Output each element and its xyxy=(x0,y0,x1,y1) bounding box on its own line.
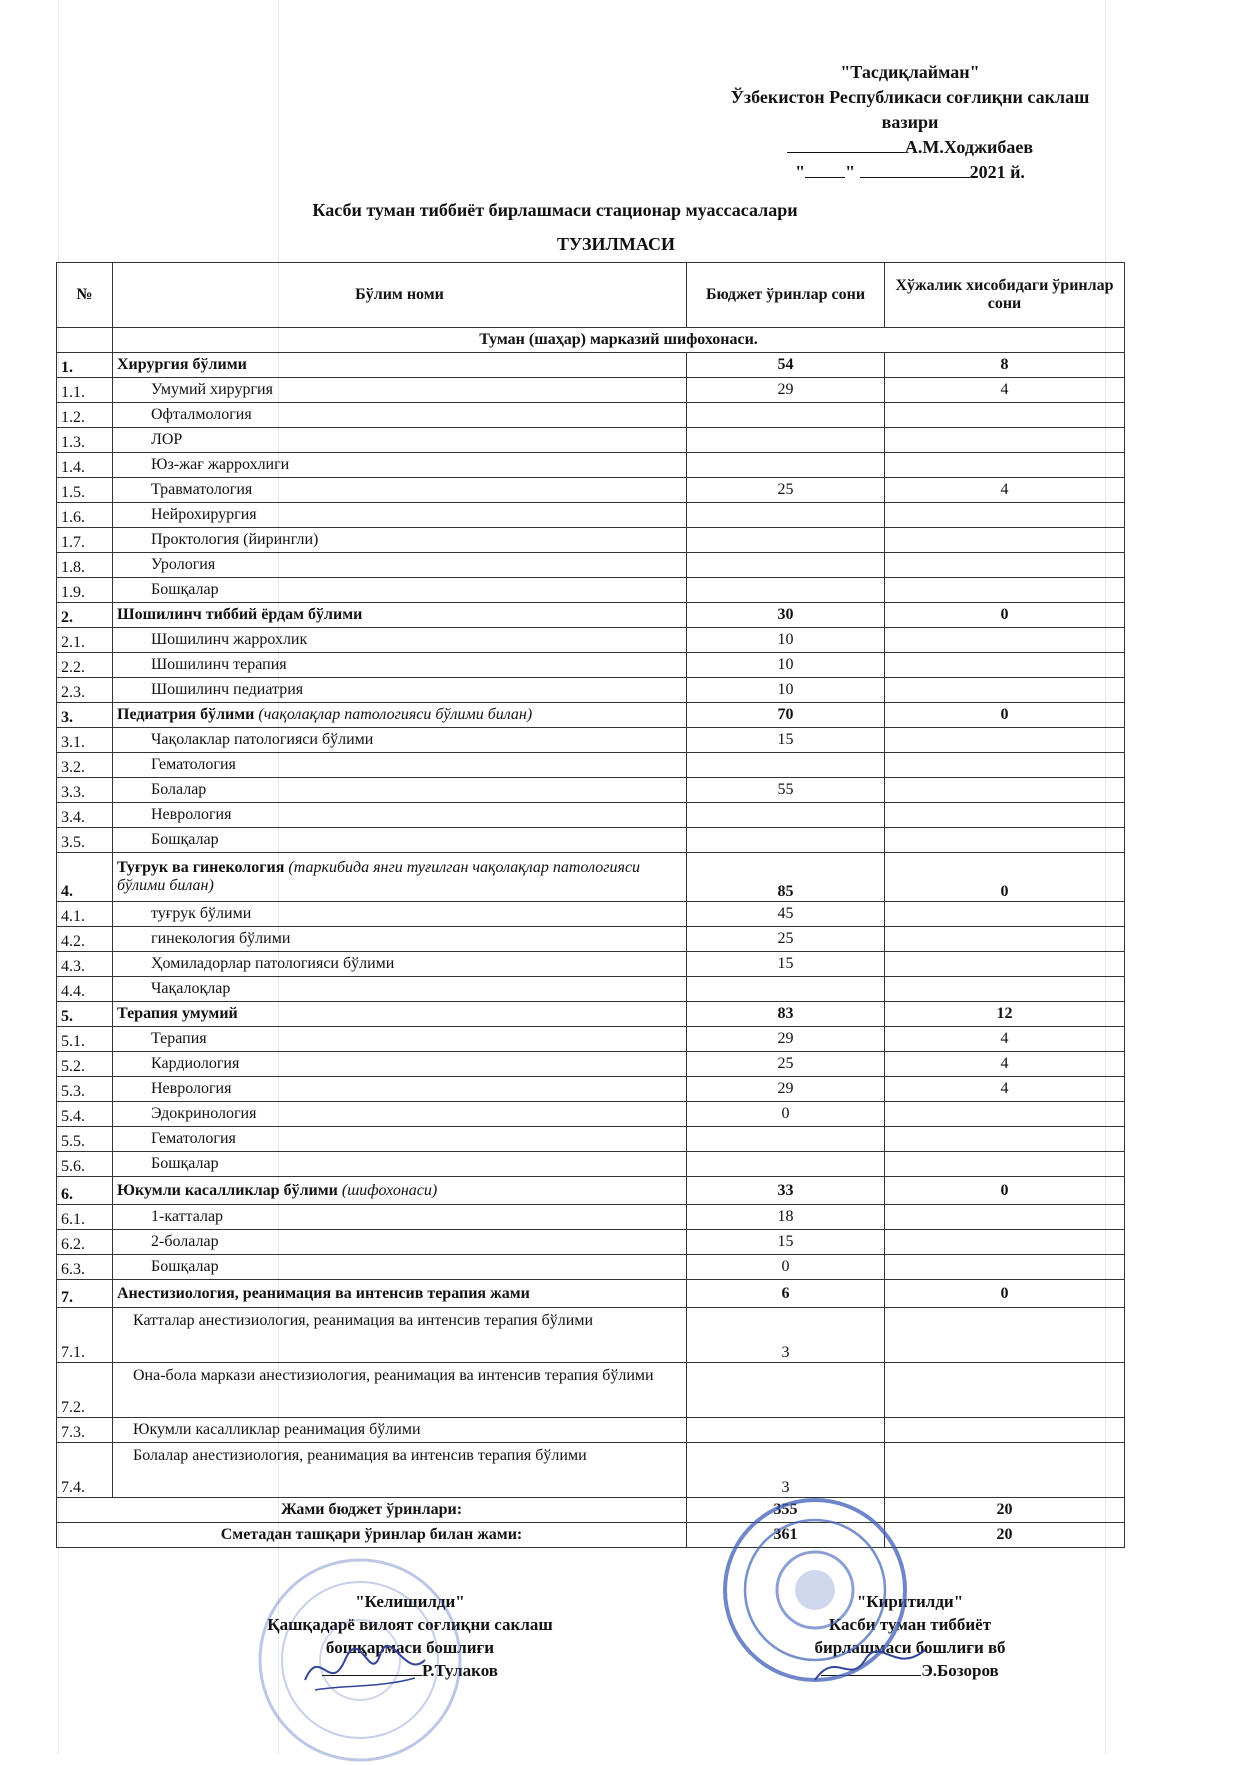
total-paid-value: 20 xyxy=(885,1498,1125,1523)
table-group-row xyxy=(57,853,1125,902)
table-row xyxy=(57,1255,1125,1280)
table-row xyxy=(57,778,1125,803)
approval-position: вазири xyxy=(881,112,939,132)
department-name: Эдокринология xyxy=(113,1102,687,1127)
paid-beds-value xyxy=(885,1230,1125,1255)
budget-beds-value: 45 xyxy=(687,902,885,927)
total-budget-value: 361 xyxy=(687,1523,885,1548)
table-row xyxy=(57,803,1125,828)
signature-line xyxy=(787,136,905,153)
row-number: 6.2. xyxy=(57,1230,113,1255)
document-title: Касби туман тиббиёт бирлашмаси стационар муассасалари xyxy=(312,200,798,220)
row-number: 2. xyxy=(57,603,113,628)
row-number: 5. xyxy=(57,1002,113,1027)
total-paid-value: 20 xyxy=(885,1523,1125,1548)
paid-beds-value xyxy=(885,578,1125,603)
paid-beds-value: 4 xyxy=(885,478,1125,503)
table-row xyxy=(57,728,1125,753)
total-label: Сметадан ташқари ўринлар билан жами: xyxy=(57,1523,687,1548)
department-name: Юз-жағ жаррохлиги xyxy=(113,453,687,478)
entered-name: Э.Бозоров xyxy=(921,1661,999,1680)
agreed-org: Қашқадарё вилоят соғлиқни саклаш xyxy=(267,1615,553,1634)
department-name: Болалар xyxy=(113,778,687,803)
department-name: Урология xyxy=(113,553,687,578)
department-name: Гематология xyxy=(113,753,687,778)
paid-beds-value xyxy=(885,977,1125,1002)
paid-beds-value xyxy=(885,1152,1125,1177)
row-number: 3.3. xyxy=(57,778,113,803)
department-name: Травматология xyxy=(113,478,687,503)
row-number: 4.3. xyxy=(57,952,113,977)
table-group-row xyxy=(57,1280,1125,1308)
table-header-row xyxy=(57,263,1125,328)
paid-beds-value xyxy=(885,653,1125,678)
budget-beds-value: 10 xyxy=(687,628,885,653)
paid-beds-value xyxy=(885,728,1125,753)
row-number: 1.2. xyxy=(57,403,113,428)
table-row xyxy=(57,453,1125,478)
department-name: Бошқалар xyxy=(113,1152,687,1177)
budget-beds-value: 0 xyxy=(687,1255,885,1280)
row-number: 3.5. xyxy=(57,828,113,853)
table-row xyxy=(57,927,1125,952)
total-label: Жами бюджет ўринлари: xyxy=(57,1498,687,1523)
table-row xyxy=(57,428,1125,453)
header-budget-beds: Бюджет ўринлар сони xyxy=(687,263,885,328)
budget-beds-value: 0 xyxy=(687,1102,885,1127)
department-note: (шифохонаси) xyxy=(341,1181,438,1199)
department-name: Терапия xyxy=(113,1027,687,1052)
department-name: Катталар анестизиология, реанимация ва интенсив терапия бўлими xyxy=(113,1308,687,1363)
department-name: Неврология xyxy=(113,1077,687,1102)
row-number: 7.2. xyxy=(57,1363,113,1418)
budget-beds-value: 25 xyxy=(687,927,885,952)
paid-beds-value xyxy=(885,952,1125,977)
department-note: (чақолақлар патологияси бўлими билан) xyxy=(258,706,533,723)
department-name: Офталмология xyxy=(113,403,687,428)
table-row xyxy=(57,1230,1125,1255)
row-number: 1.7. xyxy=(57,528,113,553)
department-name: Умумий хирургия xyxy=(113,378,687,403)
budget-beds-value: 29 xyxy=(687,378,885,403)
table-row xyxy=(57,902,1125,927)
row-number: 3.4. xyxy=(57,803,113,828)
paid-beds-value: 0 xyxy=(885,1280,1125,1308)
document-subtitle: ТУЗИЛМАСИ xyxy=(557,234,675,254)
budget-beds-value: 10 xyxy=(687,653,885,678)
table-row xyxy=(57,403,1125,428)
department-name: гинекология бўлими xyxy=(113,927,687,952)
paid-beds-value: 0 xyxy=(885,603,1125,628)
paid-beds-value: 4 xyxy=(885,1052,1125,1077)
row-number: 1.4. xyxy=(57,453,113,478)
paid-beds-value xyxy=(885,678,1125,703)
paid-beds-value xyxy=(885,1255,1125,1280)
row-number: 4.1. xyxy=(57,902,113,927)
paid-beds-value xyxy=(885,1443,1125,1498)
total-row xyxy=(57,1523,1125,1548)
budget-beds-value: 33 xyxy=(687,1177,885,1205)
table-row xyxy=(57,1152,1125,1177)
header-paid-beds: Хўжалик хисобидаги ўринлар сони xyxy=(885,263,1125,328)
row-number: 1.9. xyxy=(57,578,113,603)
table-row xyxy=(57,1363,1125,1418)
table-row xyxy=(57,1102,1125,1127)
row-number: 5.6. xyxy=(57,1152,113,1177)
budget-beds-value: 3 xyxy=(687,1443,885,1498)
row-number: 3.1. xyxy=(57,728,113,753)
row-number: 2.3. xyxy=(57,678,113,703)
paid-beds-value xyxy=(885,1363,1125,1418)
row-number: 7.4. xyxy=(57,1443,113,1498)
section-title: Туман (шаҳар) марказий шифохонаси. xyxy=(113,328,1125,353)
budget-beds-value: 83 xyxy=(687,1002,885,1027)
paid-beds-value: 0 xyxy=(885,703,1125,728)
table-row xyxy=(57,1308,1125,1363)
table-group-row xyxy=(57,603,1125,628)
paid-beds-value xyxy=(885,528,1125,553)
budget-beds-value xyxy=(687,1127,885,1152)
department-name: Педиатрия бўлими (чақолақлар патологияси бўлими билан) xyxy=(113,703,687,728)
table-row xyxy=(57,503,1125,528)
budget-beds-value: 18 xyxy=(687,1205,885,1230)
department-name: Хирургия бўлими xyxy=(113,353,687,378)
department-name: Терапия умумий xyxy=(113,1002,687,1027)
paid-beds-value: 8 xyxy=(885,353,1125,378)
budget-beds-value xyxy=(687,403,885,428)
paid-beds-value: 4 xyxy=(885,378,1125,403)
budget-beds-value: 55 xyxy=(687,778,885,803)
department-name: Бошқалар xyxy=(113,578,687,603)
row-number: 5.3. xyxy=(57,1077,113,1102)
paid-beds-value xyxy=(885,902,1125,927)
table-row xyxy=(57,1077,1125,1102)
budget-beds-value xyxy=(687,977,885,1002)
budget-beds-value: 25 xyxy=(687,478,885,503)
table-row xyxy=(57,1205,1125,1230)
row-number: 5.1. xyxy=(57,1027,113,1052)
paid-beds-value xyxy=(885,1308,1125,1363)
paid-beds-value xyxy=(885,927,1125,952)
date-month-blank xyxy=(860,161,970,178)
budget-beds-value: 10 xyxy=(687,678,885,703)
entered-position: бирлашмаси бошлиғи вб xyxy=(814,1638,1006,1657)
budget-beds-value xyxy=(687,803,885,828)
paid-beds-value xyxy=(885,1418,1125,1443)
row-number: 4.4. xyxy=(57,977,113,1002)
budget-beds-value: 29 xyxy=(687,1027,885,1052)
paid-beds-value xyxy=(885,453,1125,478)
row-number: 4. xyxy=(57,853,113,902)
agreed-position: бошқармаси бошлиғи xyxy=(325,1638,495,1657)
approval-year: 2021 й. xyxy=(969,162,1025,182)
budget-beds-value xyxy=(687,453,885,478)
table-row xyxy=(57,1052,1125,1077)
department-name: Чақолаклар патологияси бўлими xyxy=(113,728,687,753)
table-group-row xyxy=(57,1177,1125,1205)
table-row xyxy=(57,378,1125,403)
approval-heading: "Тасдиқлайман" xyxy=(840,62,980,82)
signature-right-icon xyxy=(810,1640,930,1690)
row-number: 2.2. xyxy=(57,653,113,678)
budget-beds-value xyxy=(687,428,885,453)
budget-beds-value: 54 xyxy=(687,353,885,378)
paid-beds-value xyxy=(885,628,1125,653)
table-row xyxy=(57,678,1125,703)
table-row xyxy=(57,628,1125,653)
paid-beds-value xyxy=(885,828,1125,853)
budget-beds-value: 3 xyxy=(687,1308,885,1363)
row-number: 7.1. xyxy=(57,1308,113,1363)
header-department: Бўлим номи xyxy=(113,263,687,328)
entered-heading: "Киритилди" xyxy=(856,1592,964,1611)
total-budget-value: 355 xyxy=(687,1498,885,1523)
paid-beds-value xyxy=(885,778,1125,803)
approval-name: А.М.Ходжибаев xyxy=(904,137,1034,157)
paid-beds-value xyxy=(885,403,1125,428)
department-name: Гематология xyxy=(113,1127,687,1152)
budget-beds-value xyxy=(687,578,885,603)
budget-beds-value: 15 xyxy=(687,952,885,977)
table-row xyxy=(57,753,1125,778)
agreed-name: Р.Тулаков xyxy=(422,1661,498,1680)
department-name: ЛОР xyxy=(113,428,687,453)
department-name: Она-бола маркази анестизиология, реанимация ва интенсив терапия бўлими xyxy=(113,1363,687,1418)
section-row xyxy=(57,328,1125,353)
approval-block xyxy=(690,60,1130,185)
row-number: 1.5. xyxy=(57,478,113,503)
budget-beds-value: 70 xyxy=(687,703,885,728)
department-name: Нейрохирургия xyxy=(113,503,687,528)
entered-org: Касби туман тиббиёт xyxy=(828,1615,992,1634)
row-number: 1.6. xyxy=(57,503,113,528)
department-note: (таркибида янги туғилган чақолақлар патологияси бўлими билан) xyxy=(117,859,641,894)
table-row xyxy=(57,977,1125,1002)
budget-beds-value xyxy=(687,1152,885,1177)
row-number: 5.2. xyxy=(57,1052,113,1077)
department-name: Шошилинч тиббий ёрдам бўлими xyxy=(113,603,687,628)
budget-beds-value xyxy=(687,753,885,778)
department-name: Шошилинч терапия xyxy=(113,653,687,678)
department-name: Чақалоқлар xyxy=(113,977,687,1002)
budget-beds-value xyxy=(687,1418,885,1443)
paid-beds-value xyxy=(885,1127,1125,1152)
approval-ministry: Ўзбекистон Республикаси соғлиқни саклаш xyxy=(730,87,1090,107)
table-row xyxy=(57,1418,1125,1443)
agreed-heading: "Келишилди" xyxy=(355,1592,465,1611)
table-row xyxy=(57,1127,1125,1152)
department-name: 1-катталар xyxy=(113,1205,687,1230)
department-name: Шошилинч педиатрия xyxy=(113,678,687,703)
row-number: 1. xyxy=(57,353,113,378)
table-row xyxy=(57,528,1125,553)
row-number: 3. xyxy=(57,703,113,728)
table-group-row xyxy=(57,353,1125,378)
department-name: Бошқалар xyxy=(113,1255,687,1280)
budget-beds-value: 29 xyxy=(687,1077,885,1102)
table-row xyxy=(57,653,1125,678)
table-row xyxy=(57,553,1125,578)
row-number: 7. xyxy=(57,1280,113,1308)
paid-beds-value xyxy=(885,1102,1125,1127)
paid-beds-value: 4 xyxy=(885,1077,1125,1102)
budget-beds-value xyxy=(687,553,885,578)
table-row xyxy=(57,578,1125,603)
department-name: Ҳомиладорлар патологияси бўлими xyxy=(113,952,687,977)
department-name: 2-болалар xyxy=(113,1230,687,1255)
table-row xyxy=(57,828,1125,853)
department-name: Бошқалар xyxy=(113,828,687,853)
table-group-row xyxy=(57,703,1125,728)
paid-beds-value: 0 xyxy=(885,1177,1125,1205)
department-name: Проктология (йирингли) xyxy=(113,528,687,553)
row-number: 1.1. xyxy=(57,378,113,403)
budget-beds-value: 30 xyxy=(687,603,885,628)
department-name: Неврология xyxy=(113,803,687,828)
department-name: Юкумли касалликлар реанимация бўлими xyxy=(113,1418,687,1443)
header-number: № xyxy=(57,263,113,328)
paid-beds-value xyxy=(885,753,1125,778)
table-row xyxy=(57,1443,1125,1498)
row-number: 6.1. xyxy=(57,1205,113,1230)
paid-beds-value: 0 xyxy=(885,853,1125,902)
row-number: 1.3. xyxy=(57,428,113,453)
paid-beds-value: 4 xyxy=(885,1027,1125,1052)
department-name: Кардиология xyxy=(113,1052,687,1077)
department-name: Шошилинч жаррохлик xyxy=(113,628,687,653)
department-name: туғрук бўлими xyxy=(113,902,687,927)
budget-beds-value xyxy=(687,1363,885,1418)
row-number: 2.1. xyxy=(57,628,113,653)
beds-table xyxy=(56,262,1125,1548)
paid-beds-value: 12 xyxy=(885,1002,1125,1027)
signature-left-icon xyxy=(300,1640,430,1700)
row-number: 1.8. xyxy=(57,553,113,578)
row-number: 4.2. xyxy=(57,927,113,952)
department-name: Туғрук ва гинекология (таркибида янги туғилган чақолақлар патологияси бўлими билан) xyxy=(113,853,687,902)
row-number: 6. xyxy=(57,1177,113,1205)
department-name: Юкумли касалликлар бўлими (шифохонаси) xyxy=(113,1177,687,1205)
budget-beds-value: 85 xyxy=(687,853,885,902)
date-day-blank xyxy=(805,161,845,178)
approval-date: " " 2021 й. xyxy=(795,162,1025,182)
budget-beds-value: 15 xyxy=(687,728,885,753)
approval-signatory xyxy=(690,135,1130,160)
paid-beds-value xyxy=(885,503,1125,528)
row-number: 6.3. xyxy=(57,1255,113,1280)
paid-beds-value xyxy=(885,553,1125,578)
table-row xyxy=(57,1027,1125,1052)
paid-beds-value xyxy=(885,803,1125,828)
row-number: 3.2. xyxy=(57,753,113,778)
budget-beds-value xyxy=(687,528,885,553)
department-name: Анестизиология, реанимация ва интенсив терапия жами xyxy=(113,1280,687,1308)
paid-beds-value xyxy=(885,1205,1125,1230)
department-name: Болалар анестизиология, реанимация ва интенсив терапия бўлими xyxy=(113,1443,687,1498)
row-number: 7.3. xyxy=(57,1418,113,1443)
row-number: 5.5. xyxy=(57,1127,113,1152)
table-row xyxy=(57,952,1125,977)
table-group-row xyxy=(57,1002,1125,1027)
table-row xyxy=(57,478,1125,503)
row-number: 5.4. xyxy=(57,1102,113,1127)
budget-beds-value: 15 xyxy=(687,1230,885,1255)
budget-beds-value xyxy=(687,503,885,528)
budget-beds-value xyxy=(687,828,885,853)
total-row xyxy=(57,1498,1125,1523)
paid-beds-value xyxy=(885,428,1125,453)
budget-beds-value: 6 xyxy=(687,1280,885,1308)
budget-beds-value: 25 xyxy=(687,1052,885,1077)
